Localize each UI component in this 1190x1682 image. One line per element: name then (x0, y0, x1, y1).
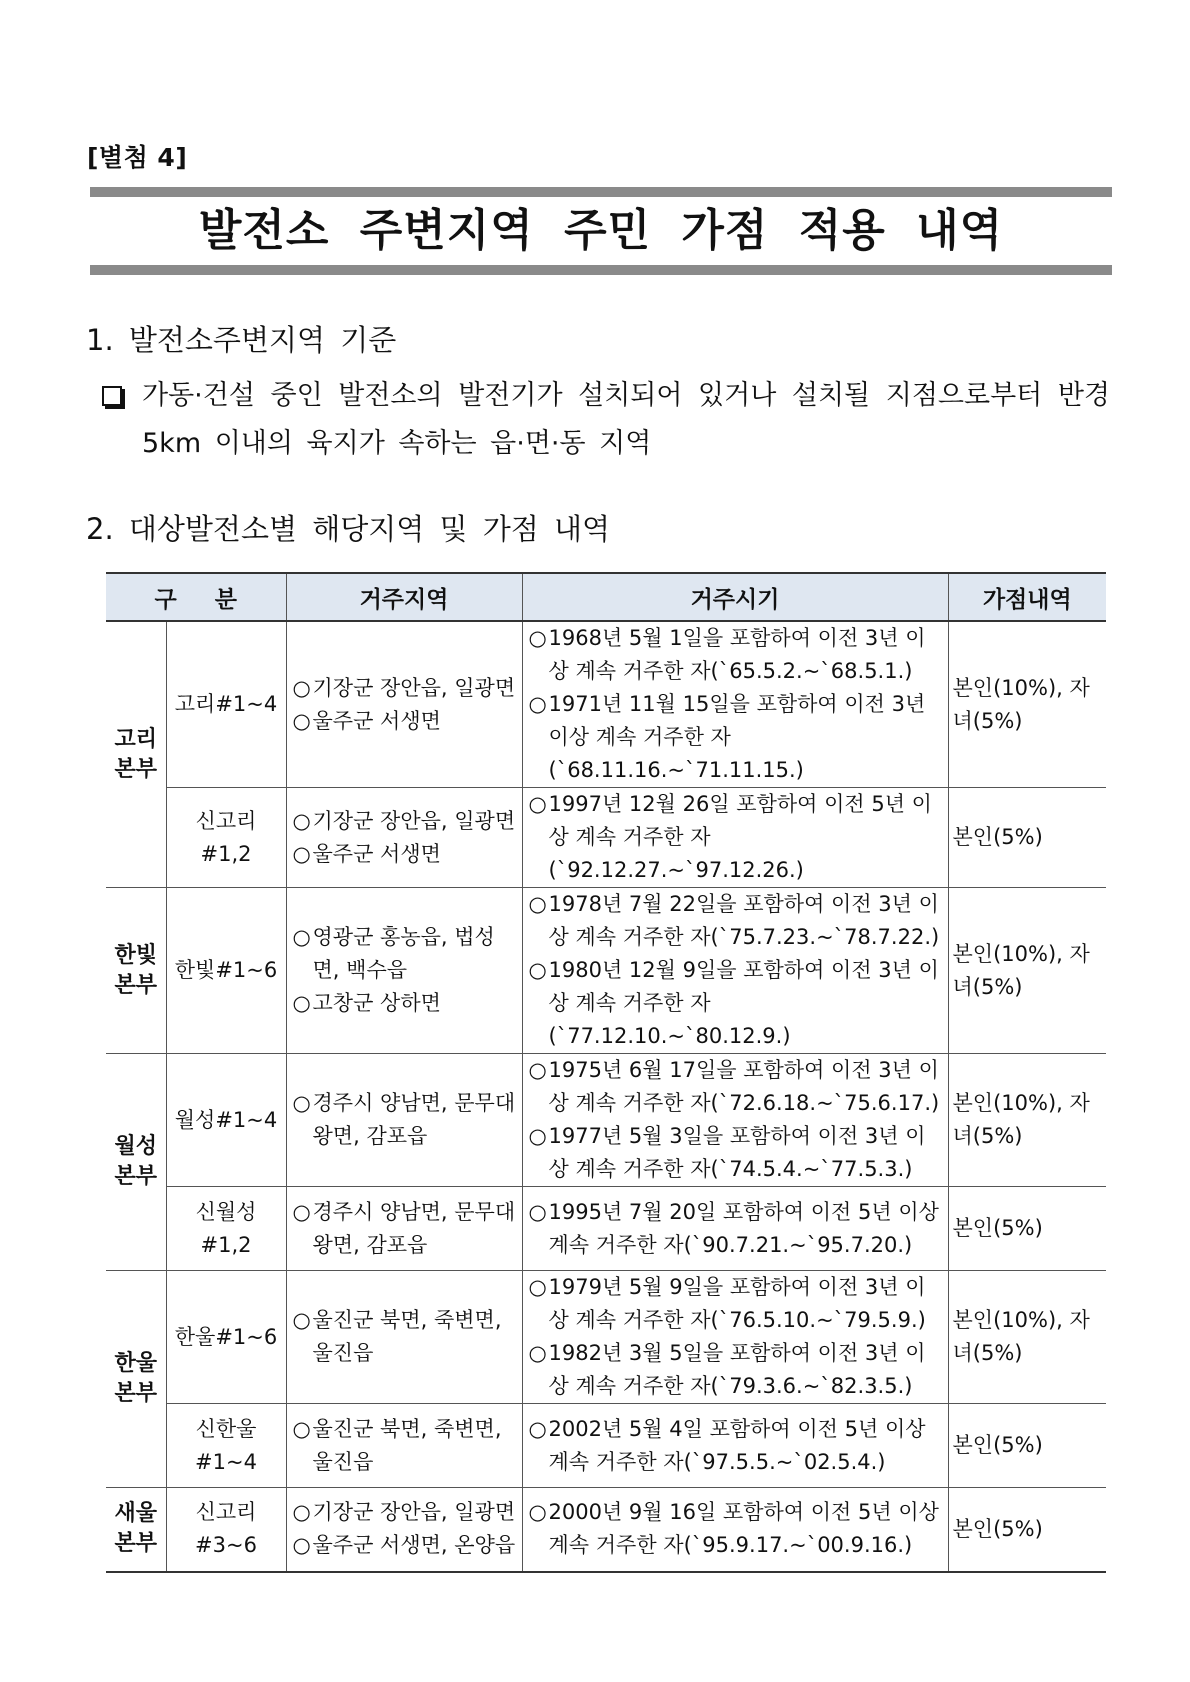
region-item-text: 기장군 장안읍, 일광면 (312, 808, 516, 833)
table-row (106, 788, 1106, 888)
region-item-text: 영광군 홍농읍, 법성면, 백수읍 (312, 925, 495, 982)
period-item-text: 1980년 12월 9일을 포함하여 이전 3년 이상 계속 거주한 자(`77.12.10.~`80.12.9.) (548, 958, 939, 1048)
header-region: 거주지역 (286, 573, 522, 621)
residence-region-cell (286, 1488, 522, 1572)
period-item-text: 1968년 5월 1일을 포함하여 이전 3년 이상 계속 거주한 자(`65.5.2.~`68.5.1.) (548, 626, 926, 683)
residence-region-cell (286, 1187, 522, 1271)
plant-unit-cell: 월성#1~4 (166, 1054, 286, 1187)
headquarters-cell: 고리 본부 (106, 621, 166, 888)
circle-bullet-icon: ○ (292, 675, 311, 700)
region-item (291, 1529, 518, 1562)
circle-bullet-icon: ○ (292, 1533, 311, 1558)
plant-unit-cell: 신고리#1,2 (166, 788, 286, 888)
circle-bullet-icon: ○ (528, 958, 547, 982)
residence-region-cell (286, 888, 522, 1054)
section1-bullet (100, 372, 1110, 468)
residence-period-cell (522, 1187, 948, 1271)
period-item (527, 1196, 944, 1262)
bonus-points-cell: 본인(5%) (948, 1187, 1106, 1271)
region-item-text: 기장군 장안읍, 일광면 (312, 675, 516, 700)
bonus-points-cell: 본인(10%), 자녀(5%) (948, 621, 1106, 788)
period-item (527, 788, 944, 887)
circle-bullet-icon: ○ (292, 708, 311, 733)
period-item-text: 1979년 5월 9일을 포함하여 이전 3년 이상 계속 거주한 자(`76.5.10.~`79.5.9.) (548, 1275, 926, 1332)
region-item (291, 672, 518, 705)
document-title: 발전소 주변지역 주민 가점 적용 내역 (198, 205, 1004, 256)
residence-region-cell (286, 1271, 522, 1404)
circle-bullet-icon: ○ (528, 1124, 547, 1148)
region-item-text: 울주군 서생면 (312, 708, 441, 733)
region-item-text: 기장군 장안읍, 일광면 (312, 1500, 516, 1525)
section1-heading: 1. 발전소주변지역 기준 (86, 323, 397, 357)
region-item (291, 987, 518, 1020)
residence-region-cell (286, 788, 522, 888)
plant-unit-cell: 한울#1~6 (166, 1271, 286, 1404)
section2-heading: 2. 대상발전소별 해당지역 및 가점 내역 (86, 512, 610, 546)
headquarters-cell: 한울 본부 (106, 1271, 166, 1488)
circle-bullet-icon: ○ (292, 1308, 311, 1332)
bonus-points-cell: 본인(5%) (948, 788, 1106, 888)
plant-unit-cell: 신월성#1,2 (166, 1187, 286, 1271)
bonus-points-cell: 본인(5%) (948, 1488, 1106, 1572)
circle-bullet-icon: ○ (528, 1058, 547, 1082)
header-points: 가점내역 (948, 573, 1106, 621)
criteria-table (106, 572, 1106, 1573)
bonus-points-cell: 본인(5%) (948, 1404, 1106, 1488)
residence-region-cell (286, 1054, 522, 1187)
region-item-text: 울주군 서생면 (312, 841, 441, 866)
region-item (291, 1196, 518, 1262)
period-item (527, 888, 944, 954)
region-item (291, 838, 518, 871)
header-category: 구 분 (106, 573, 286, 621)
circle-bullet-icon: ○ (292, 1199, 311, 1224)
region-item (291, 805, 518, 838)
region-item (291, 1496, 518, 1529)
period-item (527, 1120, 944, 1186)
table-row (106, 621, 1106, 788)
circle-bullet-icon: ○ (292, 808, 311, 833)
plant-unit-cell: 한빛#1~6 (166, 888, 286, 1054)
region-item (291, 1087, 518, 1153)
period-item (527, 1413, 944, 1479)
residence-period-cell (522, 1271, 948, 1404)
checkbox-bullet-icon (102, 386, 122, 406)
table-header-row (106, 573, 1106, 621)
region-item-text: 고창군 상하면 (312, 991, 441, 1015)
period-item-text: 1997년 12월 26일 포함하여 이전 5년 이상 계속 거주한 자(`92.12.27.~`97.12.26.) (548, 792, 932, 882)
period-item-text: 1971년 11월 15일을 포함하여 이전 3년 이상 계속 거주한 자(`68.11.16.~`71.11.15.) (548, 692, 926, 782)
period-item-text: 1978년 7월 22일을 포함하여 이전 3년 이상 계속 거주한 자(`75.7.23.~`78.7.22.) (548, 892, 940, 949)
table-row (106, 1271, 1106, 1404)
period-item (527, 688, 944, 787)
table-row (106, 888, 1106, 1054)
circle-bullet-icon: ○ (528, 792, 547, 816)
circle-bullet-icon: ○ (528, 1275, 547, 1299)
plant-unit-cell: 고리#1~4 (166, 621, 286, 788)
circle-bullet-icon: ○ (528, 1500, 547, 1525)
title-top-rule (90, 187, 1112, 197)
residence-period-cell (522, 1488, 948, 1572)
residence-region-cell (286, 1404, 522, 1488)
table-body (106, 621, 1106, 1572)
region-item-text: 울진군 북면, 죽변면, 울진읍 (312, 1308, 502, 1365)
residence-period-cell (522, 788, 948, 888)
bonus-points-cell: 본인(10%), 자녀(5%) (948, 1271, 1106, 1404)
header-period: 거주시기 (522, 573, 948, 621)
circle-bullet-icon: ○ (292, 1416, 311, 1441)
circle-bullet-icon: ○ (292, 841, 311, 866)
region-item (291, 921, 518, 987)
circle-bullet-icon: ○ (528, 1416, 547, 1441)
table-row (106, 1488, 1106, 1572)
period-item (527, 1054, 944, 1120)
table-row (106, 1404, 1106, 1488)
region-item-text: 경주시 양남면, 문무대왕면, 감포읍 (312, 1199, 516, 1257)
circle-bullet-icon: ○ (528, 1341, 547, 1365)
bonus-points-cell: 본인(10%), 자녀(5%) (948, 1054, 1106, 1187)
region-item (291, 1304, 518, 1370)
region-item-text: 울주군 서생면, 온양읍 (312, 1533, 516, 1558)
region-item (291, 705, 518, 738)
table-row (106, 1187, 1106, 1271)
title-bottom-rule (90, 265, 1112, 275)
period-item-text: 1977년 5월 3일을 포함하여 이전 3년 이상 계속 거주한 자(`74.5.4.~`77.5.3.) (548, 1124, 926, 1181)
plant-unit-cell: 신한울#1~4 (166, 1404, 286, 1488)
period-item (527, 1337, 944, 1403)
period-item (527, 1496, 944, 1562)
residence-period-cell (522, 888, 948, 1054)
circle-bullet-icon: ○ (528, 692, 547, 716)
region-item-text: 울진군 북면, 죽변면, 울진읍 (312, 1416, 502, 1474)
period-item-text: 2002년 5월 4일 포함하여 이전 5년 이상 계속 거주한 자(`97.5.5.~`02.5.4.) (548, 1416, 926, 1474)
period-item (527, 954, 944, 1053)
region-item-text: 경주시 양남면, 문무대왕면, 감포읍 (312, 1091, 516, 1148)
period-item (527, 1271, 944, 1337)
circle-bullet-icon: ○ (292, 991, 311, 1015)
headquarters-cell: 새울 본부 (106, 1488, 166, 1572)
headquarters-cell: 월성 본부 (106, 1054, 166, 1271)
circle-bullet-icon: ○ (292, 1091, 311, 1115)
residence-period-cell (522, 621, 948, 788)
period-item-text: 1975년 6월 17일을 포함하여 이전 3년 이상 계속 거주한 자(`72.6.18.~`75.6.17.) (548, 1058, 940, 1115)
residence-period-cell (522, 1054, 948, 1187)
attachment-label: [별첨 4] (87, 143, 188, 172)
residence-period-cell (522, 1404, 948, 1488)
circle-bullet-icon: ○ (528, 892, 547, 916)
circle-bullet-icon: ○ (292, 925, 311, 949)
period-item (527, 622, 944, 688)
table-row (106, 1054, 1106, 1187)
period-item-text: 2000년 9월 16일 포함하여 이전 5년 이상 계속 거주한 자(`95.9.17.~`00.9.16.) (548, 1500, 939, 1558)
residence-region-cell (286, 621, 522, 788)
circle-bullet-icon: ○ (528, 626, 547, 650)
period-item-text: 1995년 7월 20일 포함하여 이전 5년 이상 계속 거주한 자(`90.7.21.~`95.7.20.) (548, 1199, 939, 1257)
region-item (291, 1413, 518, 1479)
period-item-text: 1982년 3월 5일을 포함하여 이전 3년 이상 계속 거주한 자(`79.3.6.~`82.3.5.) (548, 1341, 926, 1398)
plant-unit-cell: 신고리#3~6 (166, 1488, 286, 1572)
bonus-points-cell: 본인(10%), 자녀(5%) (948, 888, 1106, 1054)
headquarters-cell: 한빛 본부 (106, 888, 166, 1054)
circle-bullet-icon: ○ (292, 1500, 311, 1525)
section1-bullet-text: 가동·건설 중인 발전소의 발전기가 설치되어 있거나 설치될 지점으로부터 반경 5km 이내의 육지가 속하는 읍·면·동 지역 (142, 380, 1110, 459)
circle-bullet-icon: ○ (528, 1199, 547, 1224)
